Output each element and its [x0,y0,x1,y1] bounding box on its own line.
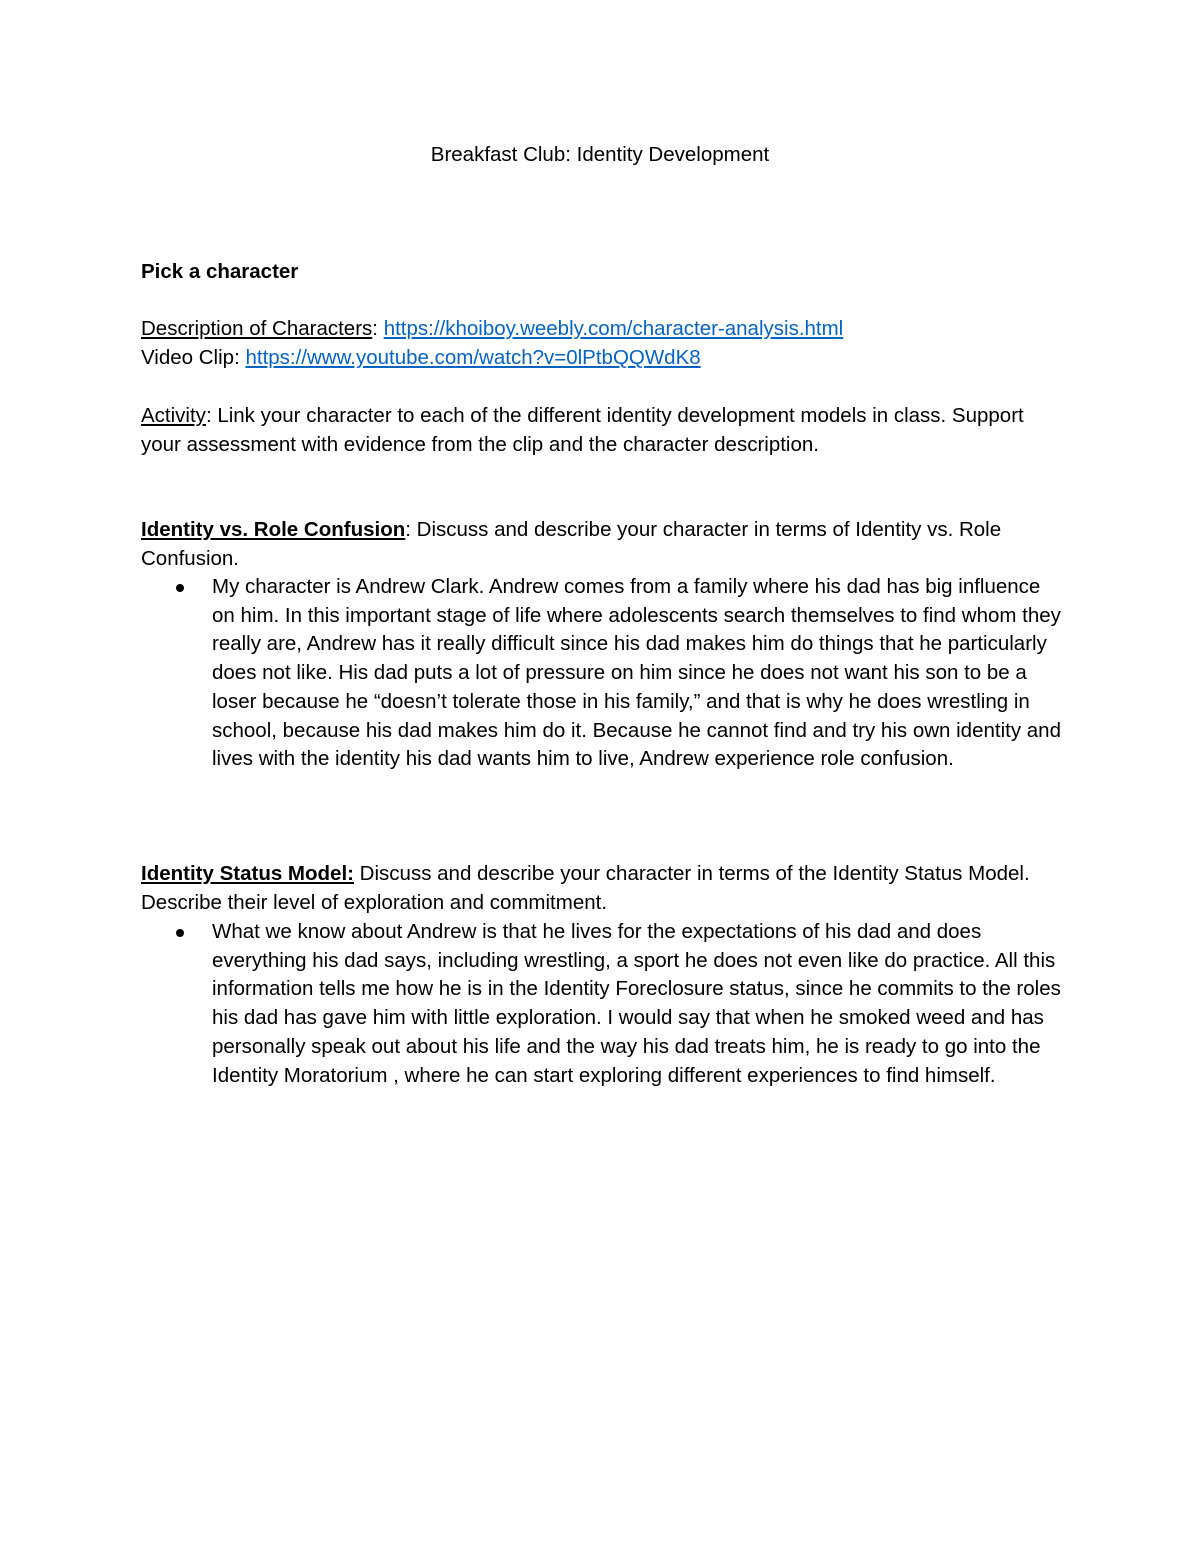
character-description-link[interactable]: https://khoiboy.weebly.com/character-analysis.html [383,317,844,340]
section1-intro-text: : Discuss and describe your character in terms of Identity vs. Role Confusion. [141,518,1002,570]
description-sep: : [372,317,384,340]
section2-heading: Identity Status Model: [141,862,354,885]
activity-paragraph [141,402,1061,459]
activity-text: : Link your character to each of the different identity development models in class. Support your assessment with evidence from the clip and the character description. [141,404,1024,456]
bullet-icon [176,584,184,592]
section1-bullet-text: My character is Andrew Clark. Andrew comes from a family where his dad has big influence on him. In this important stage of life where adolescents search themselves to find whom they really are, Andrew has it really difficult since his dad makes him do things that he particularly does not like. His dad puts a lot of pressure on him since he does not want his son to be a loser because he “doesn’t tolerate those in his family,” and that is why he does wrestling in school, because his dad makes him do it. Because he cannot find and try his own identity and lives with the identity his dad wants him to live, Andrew experience role confusion. [212,575,1061,771]
section2-intro [141,860,1061,917]
document-title: Breakfast Club: Identity Development [430,143,770,166]
video-label: Video Clip: [141,346,246,369]
section1-intro [141,516,1061,573]
section1-heading: Identity vs. Role Confusion [141,518,406,541]
description-label: Description of Characters [141,317,373,340]
section2-bullet-text: What we know about Andrew is that he lives for the expectations of his dad and does everything his dad says, including wrestling, a sport he does not even like do practice. All this information tells me how he is in the Identity Foreclosure status, since he commits to the roles his dad has gave him with little exploration. I would say that when he smoked weed and has personally speak out about his life and the way his dad treats him, he is ready to go into the Identity Moratorium , where he can start exploring different experiences to find himself. [212,920,1061,1087]
list-item [141,918,1061,1090]
section2-bullet-list [141,918,1061,1090]
section2-intro-text: Discuss and describe your character in terms of the Identity Status Model. Describe their level of exploration and commitment. [141,862,1030,914]
video-clip-link[interactable]: https://www.youtube.com/watch?v=0lPtbQQWdK8 [245,346,701,369]
video-line [141,344,701,372]
description-line [141,315,843,343]
pick-heading: Pick a character [141,260,299,283]
bullet-icon [176,929,184,937]
activity-label: Activity [141,404,206,427]
list-item [141,573,1061,774]
section1-bullet-list [141,573,1061,774]
